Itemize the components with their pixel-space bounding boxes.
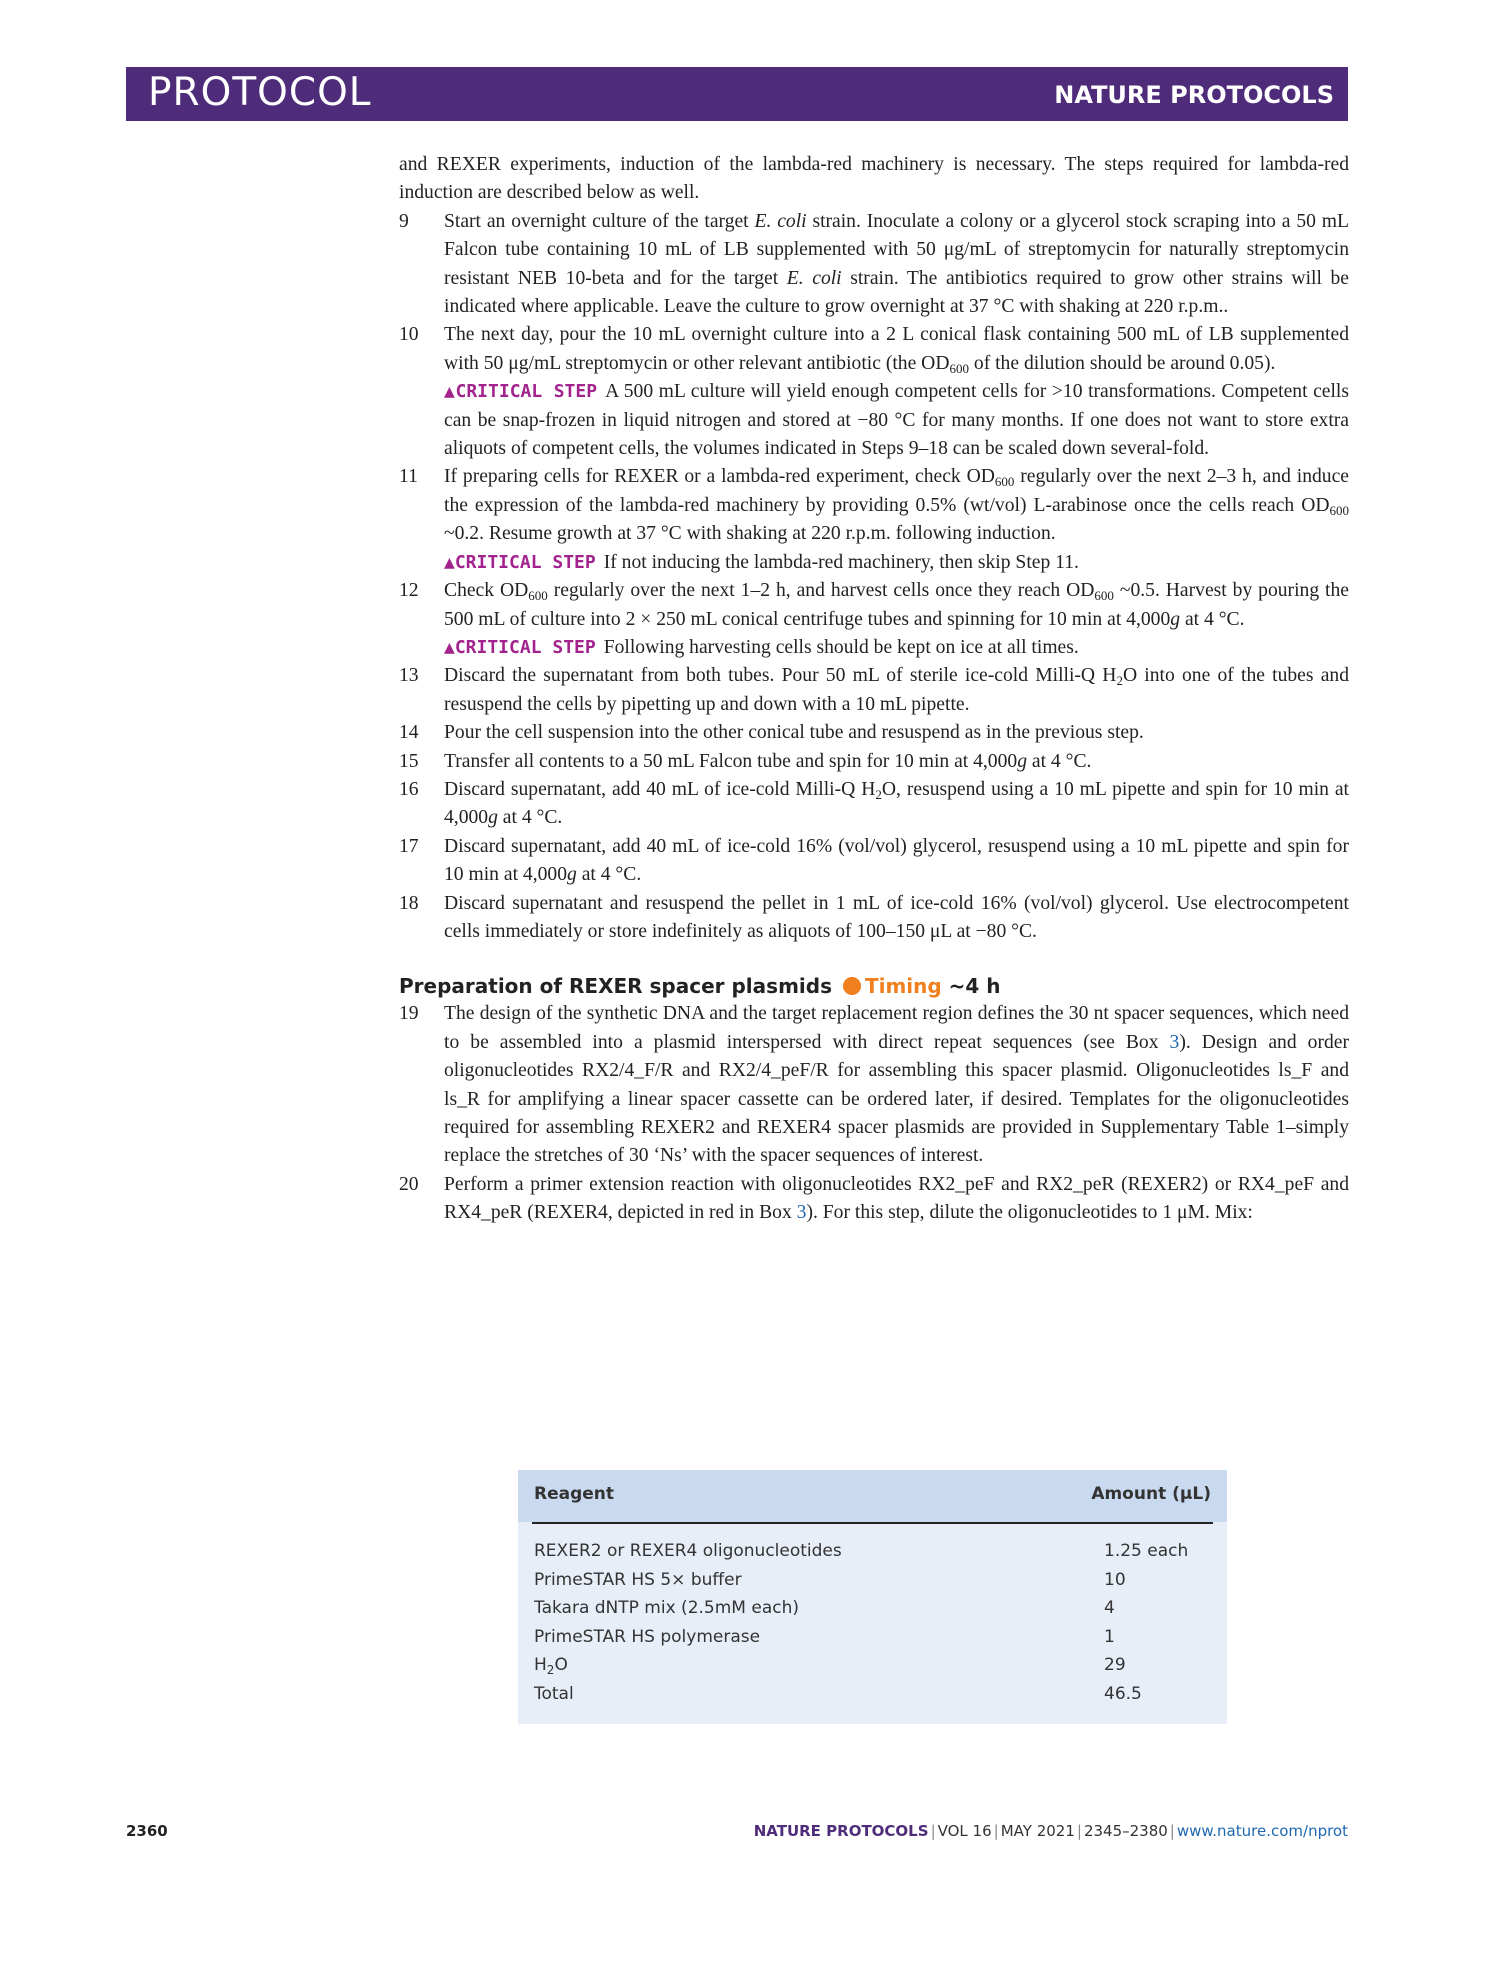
article-body bbox=[399, 151, 1349, 1228]
amount-cell: 29 bbox=[1104, 1655, 1126, 1675]
page-number: 2360 bbox=[126, 1822, 168, 1840]
reagent-cell: Takara dNTP mix (2.5mM each) bbox=[534, 1598, 799, 1618]
critical-step-note bbox=[399, 378, 1349, 463]
step-20 bbox=[399, 1171, 1349, 1228]
step-13 bbox=[399, 662, 1349, 719]
reagent-table bbox=[518, 1470, 1227, 1724]
footer-volume: VOL 16 bbox=[937, 1822, 992, 1840]
critical-step-label: ▲CRITICAL STEP bbox=[444, 381, 598, 403]
italic-g: g bbox=[567, 864, 577, 886]
step-text-cont: ~0.2. Resume growth at 37 °C with shaking at 220 r.p.m. following induction. bbox=[444, 523, 1056, 545]
subscript: 2 bbox=[875, 786, 882, 802]
step-number: 10 bbox=[399, 324, 419, 346]
step-text: The next day, pour the 10 mL overnight culture into a 2 L conical flask containing 500 mL of LB supplemented with 50 μg/mL streptomycin or other relevant antibiotic (the OD bbox=[444, 324, 1349, 374]
footer-pages: 2345–2380 bbox=[1083, 1822, 1168, 1840]
section-label: PROTOCOL bbox=[148, 70, 372, 115]
step-14 bbox=[399, 719, 1349, 747]
subscript: 600 bbox=[1094, 588, 1114, 604]
step-text-cont: ). For this step, dilute the oligonucleotides to 1 μM. Mix: bbox=[806, 1202, 1253, 1224]
subscript: 600 bbox=[994, 474, 1015, 490]
section-heading bbox=[399, 972, 1349, 1000]
section-title: Preparation of REXER spacer plasmids bbox=[399, 974, 832, 999]
separator: | bbox=[1076, 1822, 1082, 1840]
step-number: 13 bbox=[399, 665, 419, 687]
step-10 bbox=[399, 321, 1349, 378]
italic-g: g bbox=[488, 807, 498, 829]
step-number: 17 bbox=[399, 835, 419, 857]
critical-step-label: ▲CRITICAL STEP bbox=[444, 636, 596, 658]
column-header-reagent: Reagent bbox=[534, 1484, 615, 1504]
reagent-text: H bbox=[534, 1655, 547, 1675]
step-16 bbox=[399, 776, 1349, 833]
italic-g: g bbox=[1170, 608, 1181, 630]
reagent-cell: REXER2 or REXER4 oligonucleotides bbox=[534, 1541, 842, 1561]
step-number: 9 bbox=[399, 210, 409, 232]
step-text: If preparing cells for REXER or a lambda-red experiment, check OD bbox=[444, 466, 995, 488]
table-body bbox=[534, 1537, 1215, 1708]
subscript: 600 bbox=[528, 588, 548, 604]
reagent-text: O bbox=[554, 1655, 568, 1675]
footer-url-link[interactable]: www.nature.com/nprot bbox=[1176, 1822, 1348, 1840]
step-text-cont: O into one of the tubes and resuspend the cells by pipetting up and down with a 10 mL pipette. bbox=[444, 665, 1349, 715]
step-text: Discard supernatant, add 40 mL of ice-cold 16% (vol/vol) glycerol, resuspend using a 10 mL pipette and spin for 10 min at 4,000 bbox=[444, 835, 1349, 886]
table-row bbox=[534, 1566, 1215, 1595]
step-number: 11 bbox=[399, 466, 418, 488]
timing-label: Timing bbox=[864, 974, 942, 999]
critical-step-label: ▲CRITICAL STEP bbox=[444, 551, 596, 573]
critical-step-text: Following harvesting cells should be kept on ice at all times. bbox=[603, 636, 1079, 658]
step-text-cont: of the dilution should be around 0.05). bbox=[969, 352, 1276, 374]
separator: | bbox=[993, 1822, 999, 1840]
step-11 bbox=[399, 463, 1349, 548]
step-number: 19 bbox=[399, 1003, 419, 1025]
step-number: 20 bbox=[399, 1173, 419, 1195]
step-text-cont: O, resuspend using a 10 mL pipette and spin for 10 min at 4,000 bbox=[444, 778, 1349, 829]
citation-line bbox=[754, 1822, 1348, 1840]
italic-g: g bbox=[1017, 750, 1027, 772]
step-15 bbox=[399, 748, 1349, 776]
step-text: Start an overnight culture of the target E. coli strain. Inoculate a colony or a glycerol stock scraping into a 50 mL Falcon tube containing 10 mL of LB supplemented with 50 μg/mL of streptomycin for naturally streptomycin resistant NEB 10-beta and for the target E. coli strain. The antibiotics required to grow other strains will be indicated where applicable. Leave the culture to grow overnight at 37 °C with shaking at 220 r.p.m.. bbox=[444, 210, 1349, 318]
step-text: Transfer all contents to a 50 mL Falcon tube and spin for 10 min at 4,000 bbox=[444, 750, 1018, 772]
critical-step-note bbox=[399, 549, 1349, 577]
reagent-cell: PrimeSTAR HS polymerase bbox=[534, 1626, 761, 1647]
step-text: Discard the supernatant from both tubes. Pour 50 mL of sterile ice-cold Milli-Q H bbox=[444, 665, 1117, 687]
step-text: Check OD bbox=[444, 580, 529, 602]
step-9 bbox=[399, 208, 1349, 322]
table-row bbox=[534, 1623, 1215, 1652]
amount-cell: 10 bbox=[1104, 1569, 1126, 1590]
amount-cell: 1.25 each bbox=[1104, 1541, 1189, 1561]
table-header bbox=[518, 1470, 1227, 1522]
box-link[interactable]: 3 bbox=[796, 1202, 807, 1224]
step-text: The design of the synthetic DNA and the target replacement region defines the 30 nt spacer sequences, which need to be assembled into a plasmid interspersed with direct repeat sequences (see Box bbox=[444, 1003, 1349, 1053]
table-row bbox=[534, 1594, 1215, 1623]
step-text: Discard supernatant and resuspend the pellet in 1 mL of ice-cold 16% (vol/vol) glycerol. Use electrocompetent cells immediately or store indefinitely as aliquots of 100–150 μL at −80 °C. bbox=[444, 892, 1349, 942]
separator: | bbox=[1169, 1822, 1175, 1840]
species-name: E. coli bbox=[754, 210, 807, 232]
step-number: 14 bbox=[399, 722, 419, 744]
step-text: Discard supernatant, add 40 mL of ice-cold Milli-Q H bbox=[444, 778, 876, 800]
critical-step-text: A 500 mL culture will yield enough competent cells for >10 transformations. Competent cells can be snap-frozen in liquid nitrogen and stored at −80 °C for many months. If one does not want to store extra aliquots of competent cells, the volumes indicated in Steps 9–18 can be scaled down several-fold. bbox=[444, 381, 1349, 460]
footer-date: MAY 2021 bbox=[1000, 1822, 1075, 1840]
step-text-cont: at 4 °C. bbox=[497, 807, 563, 829]
step-text-cont: ). Design and order oligonucleotides RX2/4_F/R and RX2/4_peF/R for assembling this spacer plasmid. Oligonucleotides ls_F and ls_R for amplifying a linear spacer cassette can be ordered later, if desired. Templates for the oligonucleotides required for assembling REXER2 and REXER4 spacer plasmids are provided in Supplementary Table 1–simply replace the stretches of 30 ‘Ns’ with the spacer sequences of interest. bbox=[444, 1031, 1349, 1167]
header-banner bbox=[126, 67, 1348, 121]
timing-value: ~4 h bbox=[948, 974, 1001, 999]
table-row bbox=[534, 1651, 1215, 1680]
reagent-cell: Total bbox=[534, 1683, 574, 1704]
amount-cell: 4 bbox=[1104, 1598, 1115, 1618]
reagent-cell: PrimeSTAR HS 5× buffer bbox=[534, 1569, 742, 1590]
critical-step-note bbox=[399, 634, 1349, 662]
step-text: Pour the cell suspension into the other conical tube and resuspend as in the previous step. bbox=[444, 722, 1144, 744]
table-row bbox=[534, 1537, 1215, 1566]
step-18 bbox=[399, 890, 1349, 947]
step-text-cont: ~0.5. Harvest by pouring the 500 mL of culture into 2 × 250 mL conical centrifuge tubes and spinning for 10 min at 4,000 bbox=[444, 580, 1349, 630]
table-row bbox=[534, 1680, 1215, 1709]
subscript: 2 bbox=[1116, 673, 1123, 689]
species-name: E. coli bbox=[786, 267, 842, 289]
subscript: 600 bbox=[1329, 502, 1349, 518]
step-text-cont: at 4 °C. bbox=[1027, 750, 1092, 772]
step-number: 18 bbox=[399, 892, 419, 914]
column-header-amount: Amount (μL) bbox=[1091, 1484, 1211, 1504]
step-text-cont: regularly over the next 2–3 h, and induce the expression of the lambda-red machinery by providing 0.5% (wt/vol) L-arabinose once the cells reach OD bbox=[444, 466, 1349, 516]
step-text-cont: at 4 °C. bbox=[576, 864, 642, 886]
step-text-cont: regularly over the next 1–2 h, and harvest cells once they reach OD bbox=[547, 580, 1095, 602]
step-12 bbox=[399, 577, 1349, 634]
critical-step-text: If not inducing the lambda-red machinery, then skip Step 11. bbox=[603, 551, 1079, 573]
step-19 bbox=[399, 1000, 1349, 1170]
box-link[interactable]: 3 bbox=[1169, 1031, 1180, 1053]
page-footer bbox=[126, 1820, 1348, 1848]
journal-label: NATURE PROTOCOLS bbox=[1054, 81, 1334, 109]
intro-paragraph: and REXER experiments, induction of the lambda-red machinery is necessary. The steps required for lambda-red induction are described below as well. bbox=[399, 154, 1349, 204]
separator: | bbox=[930, 1822, 936, 1840]
table-rule bbox=[532, 1522, 1213, 1524]
step-number: 16 bbox=[399, 778, 419, 800]
subscript: 600 bbox=[949, 360, 969, 376]
step-text: Perform a primer extension reaction with oligonucleotides RX2_peF and RX2_peR (REXER2) or RX4_peF and RX4_peR (REXER4, depicted in red in Box bbox=[444, 1173, 1349, 1224]
footer-journal: NATURE PROTOCOLS bbox=[753, 1822, 929, 1840]
step-text-cont: at 4 °C. bbox=[1180, 608, 1245, 630]
amount-cell: 1 bbox=[1104, 1626, 1115, 1647]
step-number: 12 bbox=[399, 580, 419, 602]
step-number: 15 bbox=[399, 750, 419, 772]
amount-cell: 46.5 bbox=[1104, 1683, 1142, 1704]
step-17 bbox=[399, 833, 1349, 890]
reagent-cell bbox=[534, 1651, 568, 1679]
subscript: 2 bbox=[546, 1663, 555, 1677]
timing-dot-icon bbox=[843, 977, 861, 995]
